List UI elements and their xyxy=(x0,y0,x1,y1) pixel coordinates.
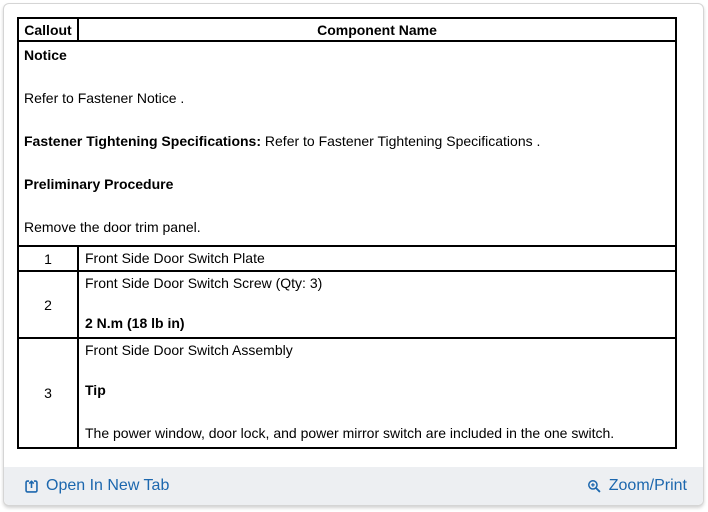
component-name-text: Front Side Door Switch Assembly xyxy=(85,342,293,358)
component-table-card xyxy=(3,3,704,506)
notice-title: Notice xyxy=(24,47,67,63)
fastener-tightening-spec-label: Fastener Tightening Specifications: xyxy=(24,133,262,149)
callout-number: 3 xyxy=(18,338,78,448)
zoom-magnifier-plus-icon xyxy=(587,479,602,494)
component-name-cell: Front Side Door Switch Plate xyxy=(78,246,676,271)
zoom-print-label: Zoom/Print xyxy=(608,477,687,494)
component-name-text: Front Side Door Switch Screw (Qty: 3) xyxy=(85,275,323,291)
fastener-tightening-spec-line xyxy=(24,133,670,150)
preliminary-procedure-step: Remove the door trim panel. xyxy=(24,219,201,235)
table-row xyxy=(18,271,676,338)
component-name-cell xyxy=(78,271,676,338)
table-row xyxy=(18,338,676,448)
footer-bar xyxy=(4,467,703,505)
open-in-new-tab-label: Open In New Tab xyxy=(46,477,170,494)
torque-spec-text: 2 N.m (18 lb in) xyxy=(85,315,185,331)
component-name-cell xyxy=(78,338,676,448)
fastener-notice-reference: Refer to Fastener Notice . xyxy=(24,90,185,106)
callout-column-header: Callout xyxy=(18,18,78,41)
table-row xyxy=(18,246,676,271)
zoom-print-link[interactable] xyxy=(587,477,687,495)
component-table xyxy=(17,17,677,449)
notice-cell xyxy=(18,41,676,246)
tip-label: Tip xyxy=(85,382,106,398)
table-content-area xyxy=(4,4,703,467)
preliminary-procedure-title: Preliminary Procedure xyxy=(24,176,174,192)
table-header-row xyxy=(18,18,676,41)
component-name-column-header: Component Name xyxy=(78,18,676,41)
fastener-tightening-spec-text: Refer to Fastener Tightening Specifications . xyxy=(261,133,541,149)
notice-row xyxy=(18,41,676,246)
callout-number: 1 xyxy=(18,246,78,271)
callout-number: 2 xyxy=(18,271,78,338)
open-in-new-tab-link[interactable] xyxy=(24,477,169,495)
open-in-new-tab-icon xyxy=(24,479,39,494)
tip-text: The power window, door lock, and power mirror switch are included in the one switch. xyxy=(85,425,615,441)
